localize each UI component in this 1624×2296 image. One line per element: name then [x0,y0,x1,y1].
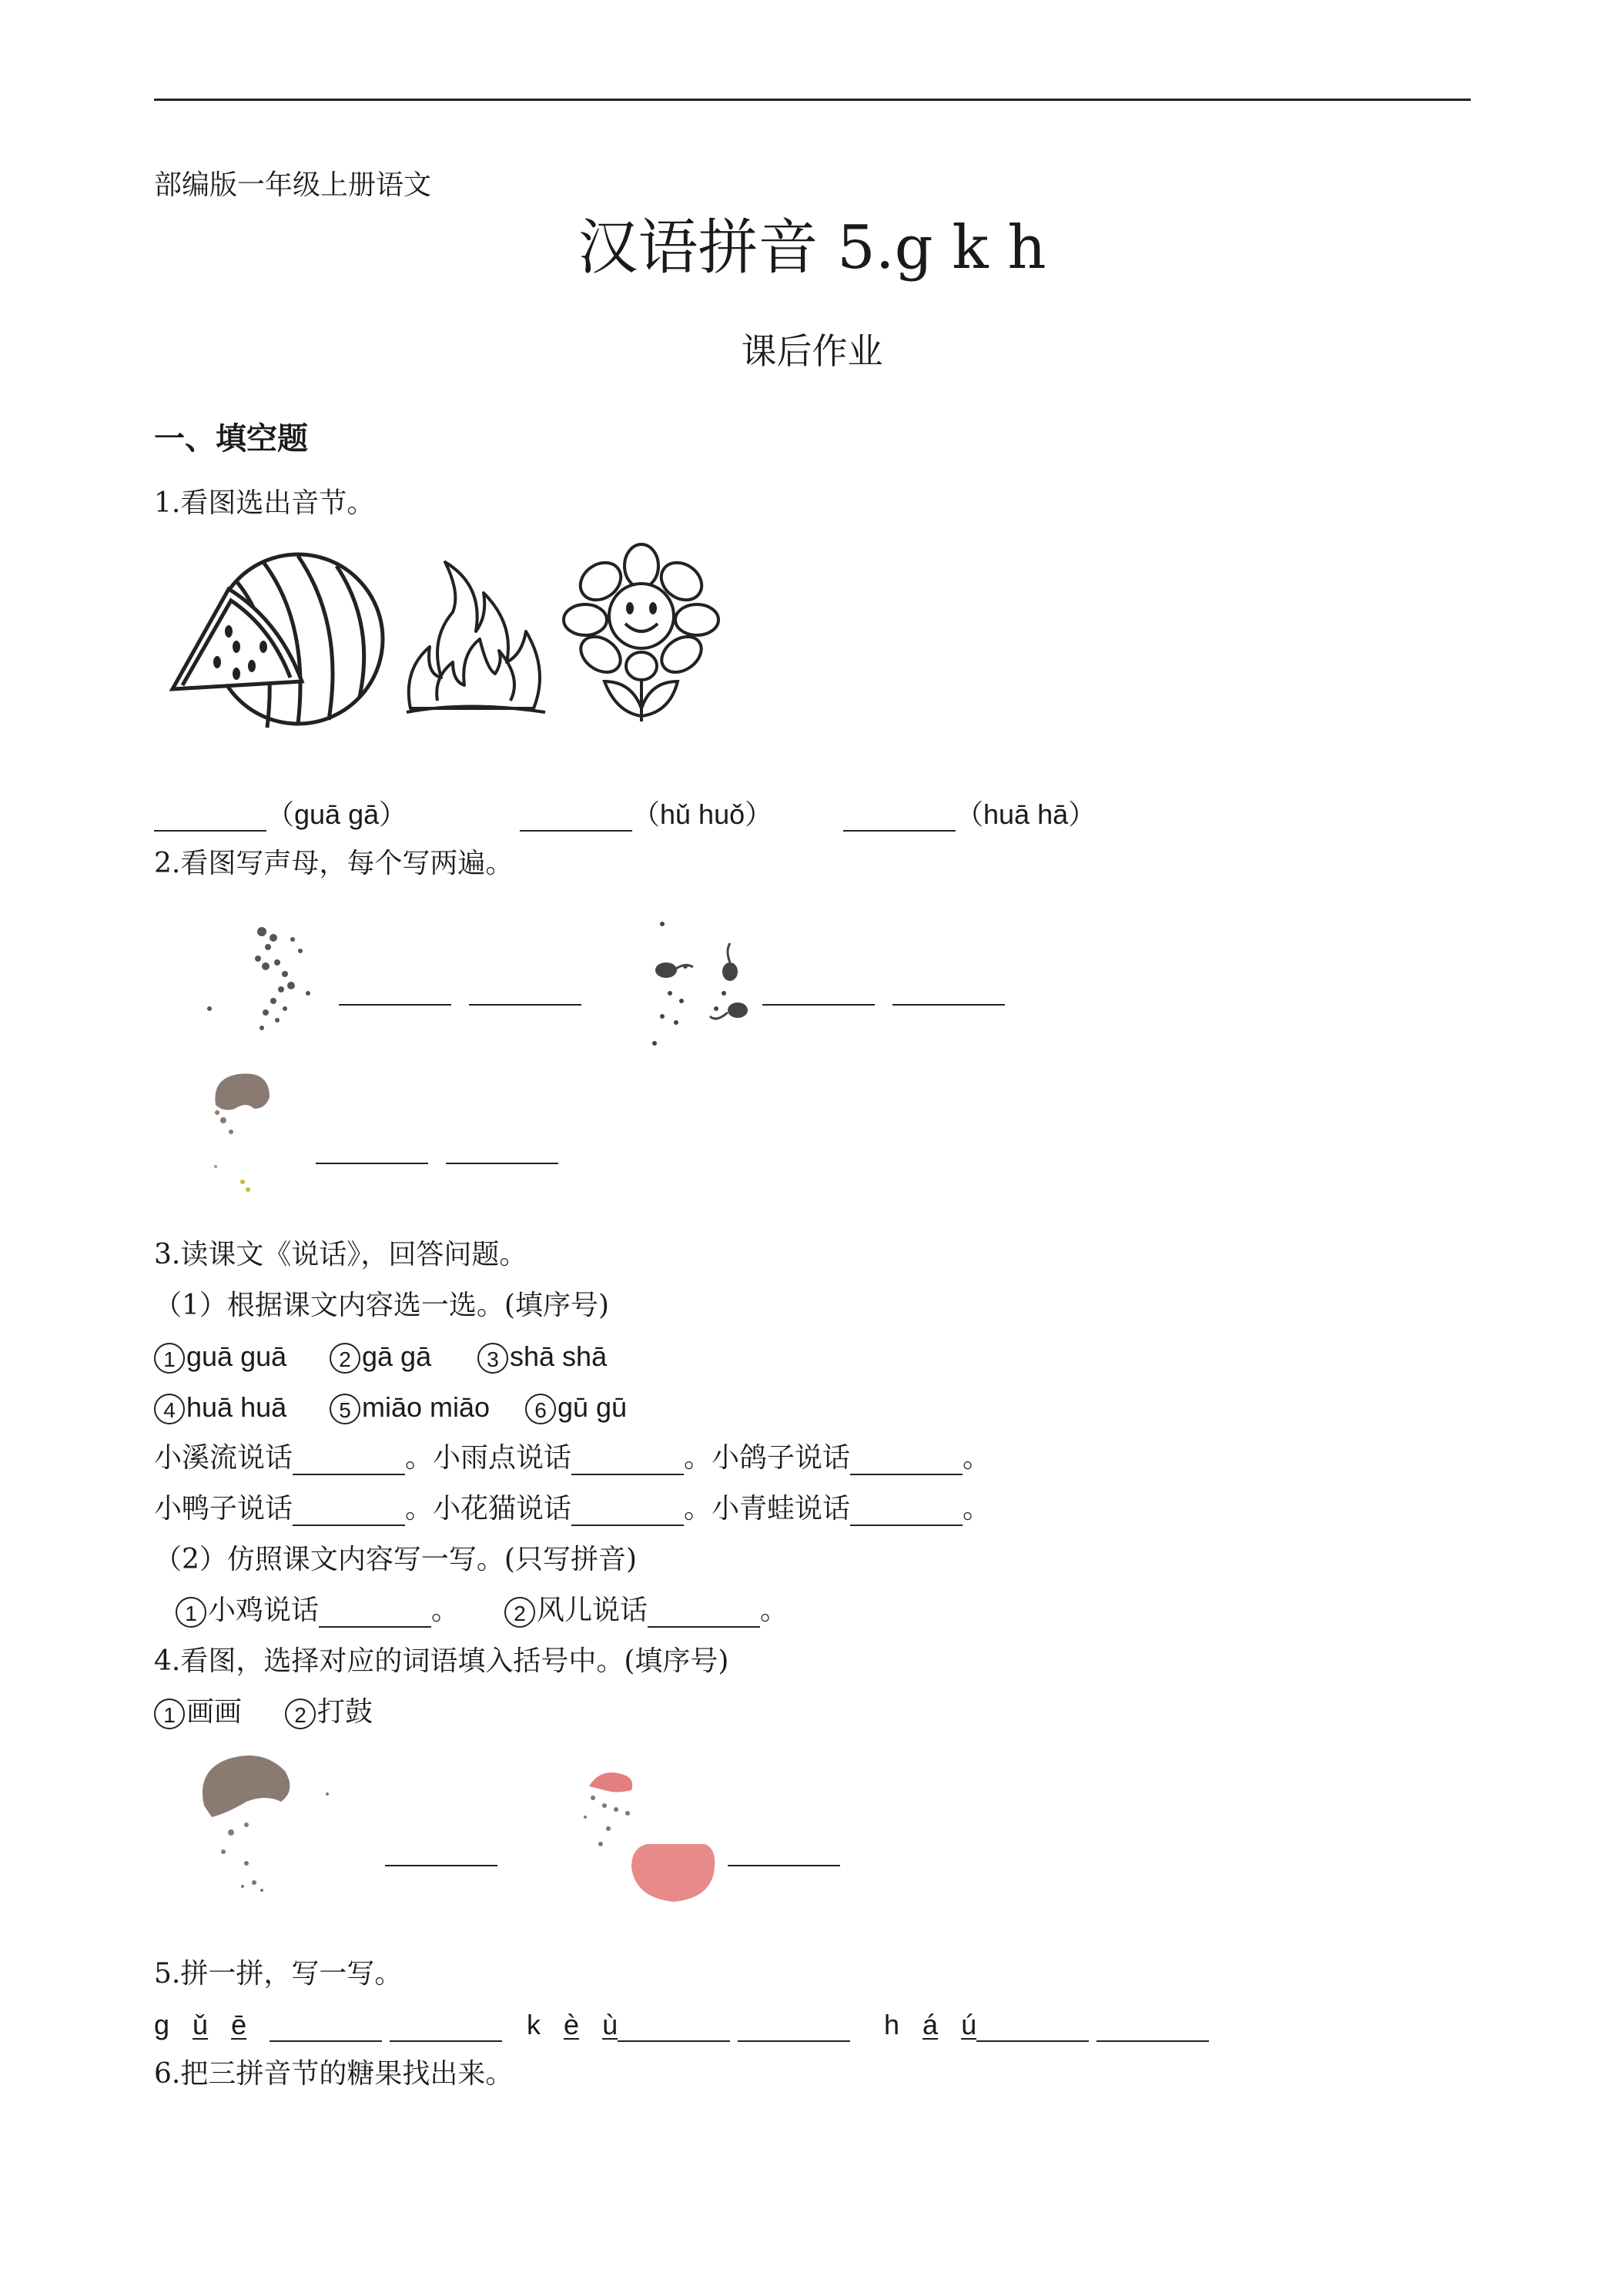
q3-option-1-text: guā guā [186,1340,287,1372]
q3-blank-chick[interactable] [319,1600,431,1628]
section-heading: 一、填空题 [154,421,308,457]
q3-blank-raindrop[interactable] [571,1448,684,1475]
watermelon-image [163,539,394,731]
q3-sub1: （1）根据课文内容选一选。(填序号) [154,1290,609,1321]
q2-blanks-3 [316,1130,558,1164]
q4-blank-2[interactable] [728,1839,840,1866]
q3-blank-frog[interactable] [850,1498,963,1526]
q3-imitate-1: 1 小鸡说话 。 [176,1594,459,1628]
q3-blank-duck[interactable] [293,1498,405,1526]
q5-group-g: g ǔ ē [154,2008,502,2042]
q3-fill-row-1: 小溪流说话 。小雨点说话 。小鸽子说话 。 [154,1442,991,1474]
page-title: 汉语拼音 5.g k h [578,213,1046,283]
q2-blank-2b[interactable] [892,978,1005,1006]
sub-header: 部编版一年级上册语文 [154,169,432,201]
page-subtitle: 课后作业 [741,330,883,372]
fire-image [399,547,553,724]
tadpoles-image [639,909,762,1055]
q1-blank-1[interactable] [154,804,266,832]
header-rule [154,99,1471,101]
q5-blank-h1[interactable] [976,2014,1089,2042]
q3-sub2: （2）仿照课文内容写一写。(只写拼音) [154,1544,637,1575]
q2-blank-2a[interactable] [762,978,875,1006]
q4-choice-1: 1 画画 [154,1695,242,1729]
q1-answer-row [154,798,407,832]
q5-group-h: h á ú [884,2008,1209,2042]
q1-option-3: （huā hā） [956,798,1097,830]
q2-blank-1b[interactable] [469,978,581,1006]
q2-blank-1a[interactable] [339,978,451,1006]
q4-blank-1[interactable] [385,1839,497,1866]
flower-image [562,543,720,724]
dove-image [200,916,335,1047]
q1-blank-3[interactable] [843,804,956,832]
q5-blank-g2[interactable] [390,2014,502,2042]
q3-option-4: 4 huā huā [154,1391,286,1424]
q2-blanks-1 [339,972,581,1006]
q3-prompt: 3.读课文《说话》，回答问题。 [154,1239,527,1270]
q5-group-k: k è ù [527,2008,850,2042]
q3-option-1-number: 1 [154,1343,185,1374]
q5-blank-g1[interactable] [270,2014,382,2042]
q5-blank-k1[interactable] [618,2014,730,2042]
q1-blank-2[interactable] [520,804,632,832]
q3-option-2: 2 gā gā [330,1340,431,1374]
q1-prompt: 1.看图选出音节。 [154,487,375,519]
q5-prompt: 5.拼一拼，写一写。 [154,1958,403,1990]
q2-prompt: 2.看图写声母，每个写两遍。 [154,848,514,879]
q3-imitate-2: 2 风儿说话 。 [504,1594,788,1628]
drummer-image [570,1759,724,1913]
girl-image [200,1066,293,1201]
q1-option-2: （hǔ huǒ） [632,798,773,830]
painting-child-image [193,1748,358,1902]
q4-choice-2: 2 打鼓 [285,1695,373,1729]
q3-blank-cat[interactable] [571,1498,684,1526]
q1-answer-row-2 [520,798,772,832]
q3-blank-wind[interactable] [648,1600,760,1628]
q3-fill-row-2: 小鸭子说话 。小花猫说话 。小青蛙说话 。 [154,1493,991,1525]
q1-answer-row-3 [843,798,1096,832]
q1-option-1: （guā gā） [266,798,407,830]
q2-blank-3b[interactable] [446,1136,558,1164]
q4-prompt: 4.看图，选择对应的词语填入括号中。(填序号) [154,1645,729,1677]
q3-option-6: 6 gū gū [525,1391,627,1424]
q5-blank-h2[interactable] [1097,2014,1209,2042]
q3-blank-dove[interactable] [850,1448,963,1475]
q3-option-3: 3 shā shā [477,1340,607,1374]
q2-blank-3a[interactable] [316,1136,428,1164]
q4-blank-1-wrap [385,1832,497,1866]
q3-option-row-1 [154,1340,286,1374]
q5-blank-k2[interactable] [738,2014,850,2042]
q4-blank-2-wrap [728,1832,840,1866]
q3-option-5: 5 miāo miāo [330,1391,490,1424]
q6-prompt: 6.把三拼音节的糖果找出来。 [154,2058,514,2090]
q3-blank-stream[interactable] [293,1448,405,1475]
q2-blanks-2 [762,972,1005,1006]
